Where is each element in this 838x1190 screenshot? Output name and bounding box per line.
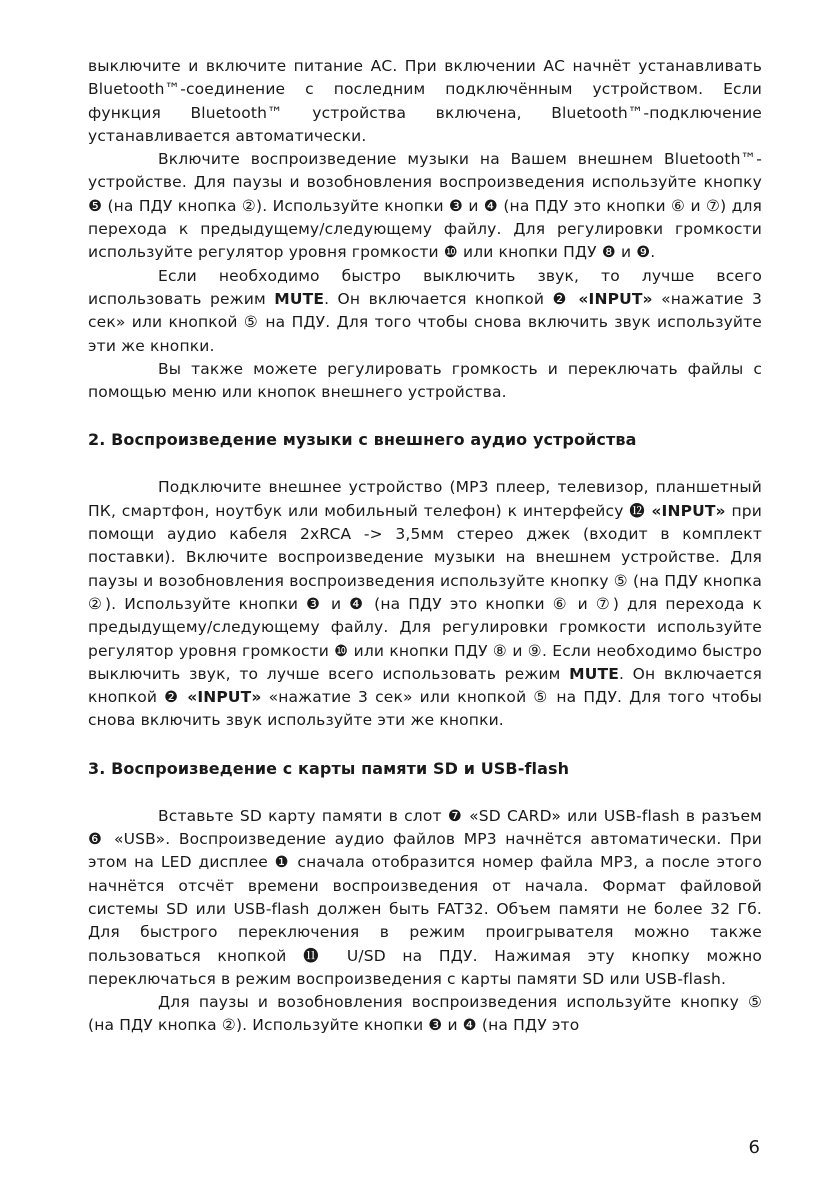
- input-label: «INPUT»: [578, 289, 653, 308]
- text-span: «нажатие 3 сек» или кнопкой ⑤ на ПДУ. Для того чтобы снова включить звук используйте эти же кнопки.: [88, 688, 762, 730]
- text-span: Подключите внешнее устройство (MP3 плеер, телевизор, планшетный ПК, смартфон, ноутбук или мобильный телефон) к интерфейсу ⓬: [88, 478, 762, 520]
- text-span: Если необходимо быстро выключить звук, то лучше всего использовать режим: [88, 266, 762, 308]
- text-span: . Он включается кнопкой ❷: [324, 289, 579, 308]
- text-span: «нажатие 3 сек» или кнопкой ⑤ на ПДУ. Для того чтобы снова включить звук используйте эти же кнопки.: [88, 289, 762, 355]
- page-number: 6: [748, 1137, 760, 1158]
- intro-paragraph-3: [88, 265, 762, 358]
- mute-label: MUTE: [569, 664, 619, 683]
- section-2-paragraph: [88, 476, 762, 732]
- section-2-heading: 2. Воспроизведение музыки с внешнего аудио устройства: [88, 430, 637, 450]
- input-label: «INPUT»: [651, 501, 726, 520]
- mute-label: MUTE: [274, 289, 325, 308]
- section-3-heading: 3. Воспроизведение с карты памяти SD и USB-flash: [88, 758, 570, 778]
- text-span: . Он включается кнопкой ❷: [88, 664, 762, 707]
- intro-paragraph-1: выключите и включите питание АС. При включении АС начнёт устанавливать Bluetooth™-соединение с последним подключённым устройством. Если функция Bluetooth™ устройства включена, Bluetooth™-подключение устанавливается автоматически.: [88, 57, 762, 145]
- document-page: [88, 55, 762, 1038]
- intro-paragraph-4: Вы также можете регулировать громкость и переключать файлы с помощью меню или кнопок внешнего устройства.: [88, 359, 762, 402]
- section-3-paragraph-1: Вставьте SD карту памяти в слот ❼ «SD CARD» или USB-flash в разъем ❻ «USB». Воспроизведение аудио файлов MP3 начнётся автоматически. При этом на LED дисплее ❶ сначала отобразится номер файла MP3, а после этого начнётся отсчёт времени воспроизведения от начала. Формат файловой системы SD или USB-flash должен быть FAT32. Объем памяти не более 32 Гб. Для быстрого переключения в режим проигрывателя можно также пользоваться кнопкой ⓫ U/SD на ПДУ. Нажимая эту кнопку можно переключаться в режим воспроизведения с карты памяти SD или USB-flash.: [88, 806, 762, 988]
- intro-paragraph-2: Включите воспроизведение музыки на Вашем внешнем Bluetooth™-устройстве. Для паузы и возобновления воспроизведения используйте кнопку ❺ (на ПДУ кнопка ②). Используйте кнопки ❸ и ❹ (на ПДУ это кнопки ⑥ и ⑦) для перехода к предыдущему/следующему файлу. Для регулировки громкости используйте регулятор уровня громкости ❿ или кнопки ПДУ ❽ и ❾.: [88, 150, 762, 262]
- input-label: «INPUT»: [187, 688, 262, 707]
- section-3-paragraph-2: Для паузы и возобновления воспроизведения используйте кнопку ⑤ (на ПДУ кнопка ②). Используйте кнопки ❸ и ❹ (на ПДУ это: [88, 993, 762, 1035]
- text-span: при помощи аудио кабеля 2xRCA -> 3,5мм стерео джек (входит в комплект поставки). Включите воспроизведение музыки на внешнем устройстве. Для паузы и возобновления воспроизведения используйте кнопку ⑤ (на ПДУ кнопка ②). Используйте кнопки ❸ и ❹ (на ПДУ это кнопки ⑥ и ⑦) для перехода к предыдущему/следующему файлу. Для регулировки громкости используйте регулятор уровня громкости ❿ или кнопки ПДУ ⑧ и ⑨. Если необходимо быстро выключить звук, то лучше всего использовать режим: [88, 501, 762, 683]
